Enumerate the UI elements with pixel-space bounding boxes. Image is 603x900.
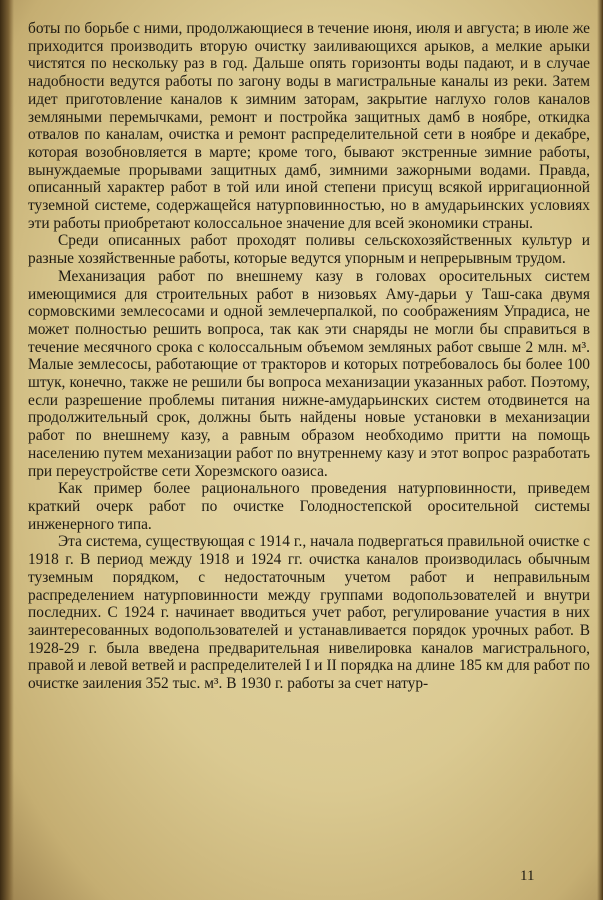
page-edge-shadow (597, 0, 603, 900)
paragraph-5: Эта система, существующая с 1914 г., начала подвергаться правильной очистке с 1918 г. В период между 1918 и 1924 гг. очистка каналов производилась обычным туземным порядком, с недостаточным учетом работ и неправильным распределением натурповинности между группами водопользователей и внутри последних. С 1924 г. начинает вводиться учет работ, регулирование участия в них заинтересованных водопользователей и устанавливается порядок урочных работ. В 1928-29 г. была введена предварительная нивелировка каналов магистрального, правой и левой ветвей и распределителей I и II порядка на длине 185 км для работ по очистке заиления 352 тыс. м³. В 1930 г. работы за счет натур- (28, 533, 590, 693)
paragraph-4: Как пример более рационального проведения натурповинности, приведем краткий очерк работ по очистке Голодностепской оросительной системы инженерного типа. (28, 480, 590, 533)
page-number: 11 (520, 868, 535, 884)
body-text (28, 20, 590, 693)
paragraph-1: боты по борьбе с ними, продолжающиеся в течение июня, июля и августа; в июле же приходится производить вторую очистку заиливающихся арыков, а мелкие арыки чистятся по нескольку раз в год. Дальше опять горизонты воды падают, и в случае надобности ведутся работы по загону воды в магистральные каналы из реки. Затем идет приготовление каналов к зимним заторам, закрытие наглухо голов каналов земляными перемычками, ремонт и постройка защитных дамб в ноябре, откидка отвалов по каналам, очистка и ремонт распределительной сети в ноябре и декабре, которая возобновляется в марте; кроме того, бывают экстренные зимние работы, вынуждаемые прорывами защитных дамб, зимними зажорными водами. Правда, описанный характер работ в той или иной степени присущ всякой ирригационной туземной системе, содержащейся натурповинностью, но в амударьинских условиях эти работы приобретают колоссальное значение для всей экономики страны. (28, 20, 590, 232)
paragraph-2: Среди описанных работ проходят поливы сельскохозяйственных культур и разные хозяйственные работы, которые ведутся упорным и непрерывным трудом. (28, 232, 590, 268)
paragraph-3: Механизация работ по внешнему казу в головах оросительных систем имеющимися для строительных работ в низовьях Аму-дарьи у Таш-сака двумя сормовскими землесосами и одной землечерпалкой, по соображениям Упрадиса, не может полностью решить вопроса, так как эти снаряды не могли бы справиться в течение месячного срока с колоссальным объемом земляных работ свыше 2 млн. м³. Малые землесосы, работающие от тракторов и которых потребовалось бы более 100 штук, конечно, также не решили бы вопроса механизации указанных работ. Поэтому, если разрешение проблемы питания нижне-амударьинских систем отодвинется на продолжительный срок, должны быть найдены новые установки в механизации работ по внешнему казу, а равным образом необходимо притти на помощь населению путем механизации работ по внутреннему казу и этот вопрос разработать при переустройстве сети Хорезмского оазиса. (28, 267, 590, 480)
book-spine-shadow (0, 0, 14, 900)
